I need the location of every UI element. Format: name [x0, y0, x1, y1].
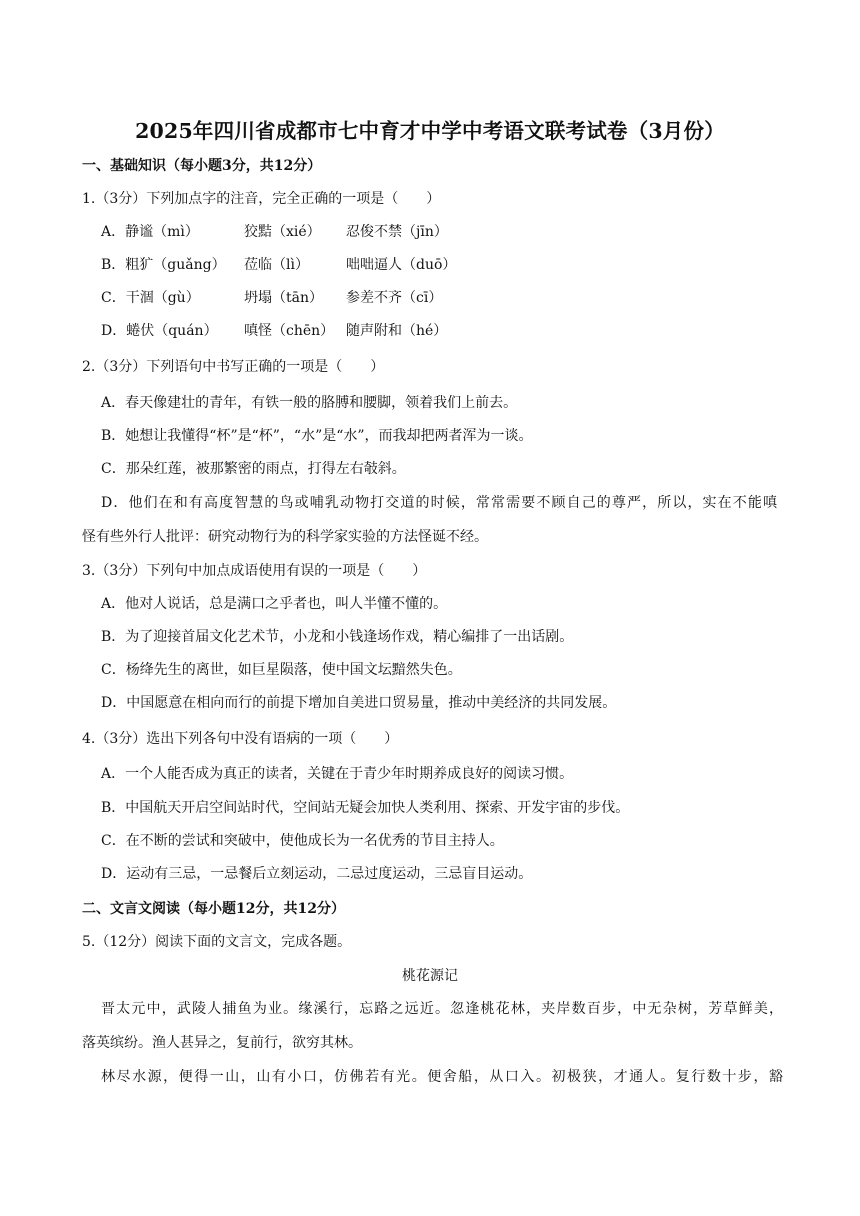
- question-2-option-c: C．那朵红莲，被那繁密的雨点，打得左右攲斜。: [101, 461, 406, 477]
- option-cell: 莅临（lì）: [244, 257, 309, 273]
- passage-paragraph-1: 晋太元中，武陵人捕鱼为业。缘溪行，忘路之远近。忽逢桃花林，夹岸数百步，中无杂树，芳草鲜美，: [101, 1001, 783, 1017]
- question-4-option-c: C．在不断的尝试和突破中，使他成长为一名优秀的节目主持人。: [101, 833, 504, 849]
- question-4-stem: 4.（3分）选出下列各句中没有语病的一项（ ）: [82, 731, 399, 747]
- question-3-stem: 3.（3分）下列句中加点成语使用有误的一项是（ ）: [82, 563, 427, 579]
- option-cell: 坍塌（tān）: [244, 290, 323, 306]
- question-2-option-a: A．春天像建壮的青年，有铁一般的胳膊和腰脚，领着我们上前去。: [101, 395, 518, 411]
- question-2-option-d: D．他们在和有高度智慧的鸟或哺乳动物打交道的时候，常常需要不顾自己的尊严，所以，实在不能嗔: [101, 495, 777, 511]
- question-3-option-b: B．为了迎接首届文化艺术节，小龙和小钱逢场作戏，精心编排了一出话剧。: [101, 629, 574, 645]
- question-3-option-c: C．杨绛先生的离世，如巨星陨落，使中国文坛黯然失色。: [101, 662, 462, 678]
- passage-paragraph-2: 林尽水源，便得一山，山有小口，仿佛若有光。便舍船，从口入。初极狭，才通人。复行数十步，豁: [101, 1069, 783, 1085]
- option-cell: C．干涸（gù）: [101, 290, 200, 306]
- option-cell: 咄咄逼人（duō）: [346, 257, 457, 273]
- question-5-stem: 5.（12分）阅读下面的文言文，完成各题。: [82, 934, 352, 950]
- option-cell: 随声附和（hé）: [346, 323, 448, 339]
- question-1-option-d: [101, 320, 801, 342]
- option-cell: B．粗犷（guǎng）: [101, 257, 226, 273]
- question-4-option-b: B．中国航天开启空间站时代，空间站无疑会加快人类利用、探索、开发宇宙的步伐。: [101, 800, 630, 816]
- option-cell: 忍俊不禁（jīn）: [346, 224, 448, 240]
- page-title: 2025年四川省成都市七中育才中学中考语文联考试卷（3月份）: [135, 119, 725, 143]
- section-heading-basic: 一、基础知识（每小题3分，共12分）: [82, 158, 322, 174]
- question-4-option-d: D．运动有三忌，一忌餐后立刻运动，二忌过度运动，三忌盲目运动。: [101, 866, 533, 882]
- question-2-option-b: B．她想让我懂得“杯”是“杯”，“水”是“水”，而我却把两者浑为一谈。: [101, 428, 533, 444]
- passage-title: 桃花源记: [402, 968, 458, 984]
- question-1-option-c: [101, 287, 801, 309]
- option-cell: A．静谧（mì）: [101, 224, 199, 240]
- option-cell: 嗔怪（chēn）: [244, 323, 335, 339]
- option-cell: 参差不齐（cī）: [346, 290, 443, 306]
- question-1-option-a: [101, 221, 801, 243]
- question-2-stem: 2.（3分）下列语句中书写正确的一项是（ ）: [82, 359, 385, 375]
- question-3-option-a: A．他对人说话，总是满口之乎者也，叫人半懂不懂的。: [101, 596, 448, 612]
- question-1-stem: 1.（3分）下列加点字的注音，完全正确的一项是（ ）: [82, 191, 441, 207]
- question-2-option-d-continued: 怪有些外行人批评：研究动物行为的科学家实验的方法怪诞不经。: [82, 529, 488, 545]
- section-heading-classical: 二、文言文阅读（每小题12分，共12分）: [82, 901, 345, 917]
- passage-paragraph-1-continued: 落英缤纷。渔人甚异之，复前行，欲穷其林。: [82, 1035, 362, 1051]
- question-4-option-a: A．一个人能否成为真正的读者，关键在于青少年时期养成良好的阅读习惯。: [101, 766, 574, 782]
- question-3-option-d: D．中国愿意在相向而行的前提下增加自美进口贸易量，推动中美经济的共同发展。: [101, 695, 617, 711]
- question-1-option-b: [101, 254, 801, 276]
- option-cell: D．蜷伏（quán）: [101, 323, 218, 339]
- option-cell: 狡黠（xié）: [244, 224, 321, 240]
